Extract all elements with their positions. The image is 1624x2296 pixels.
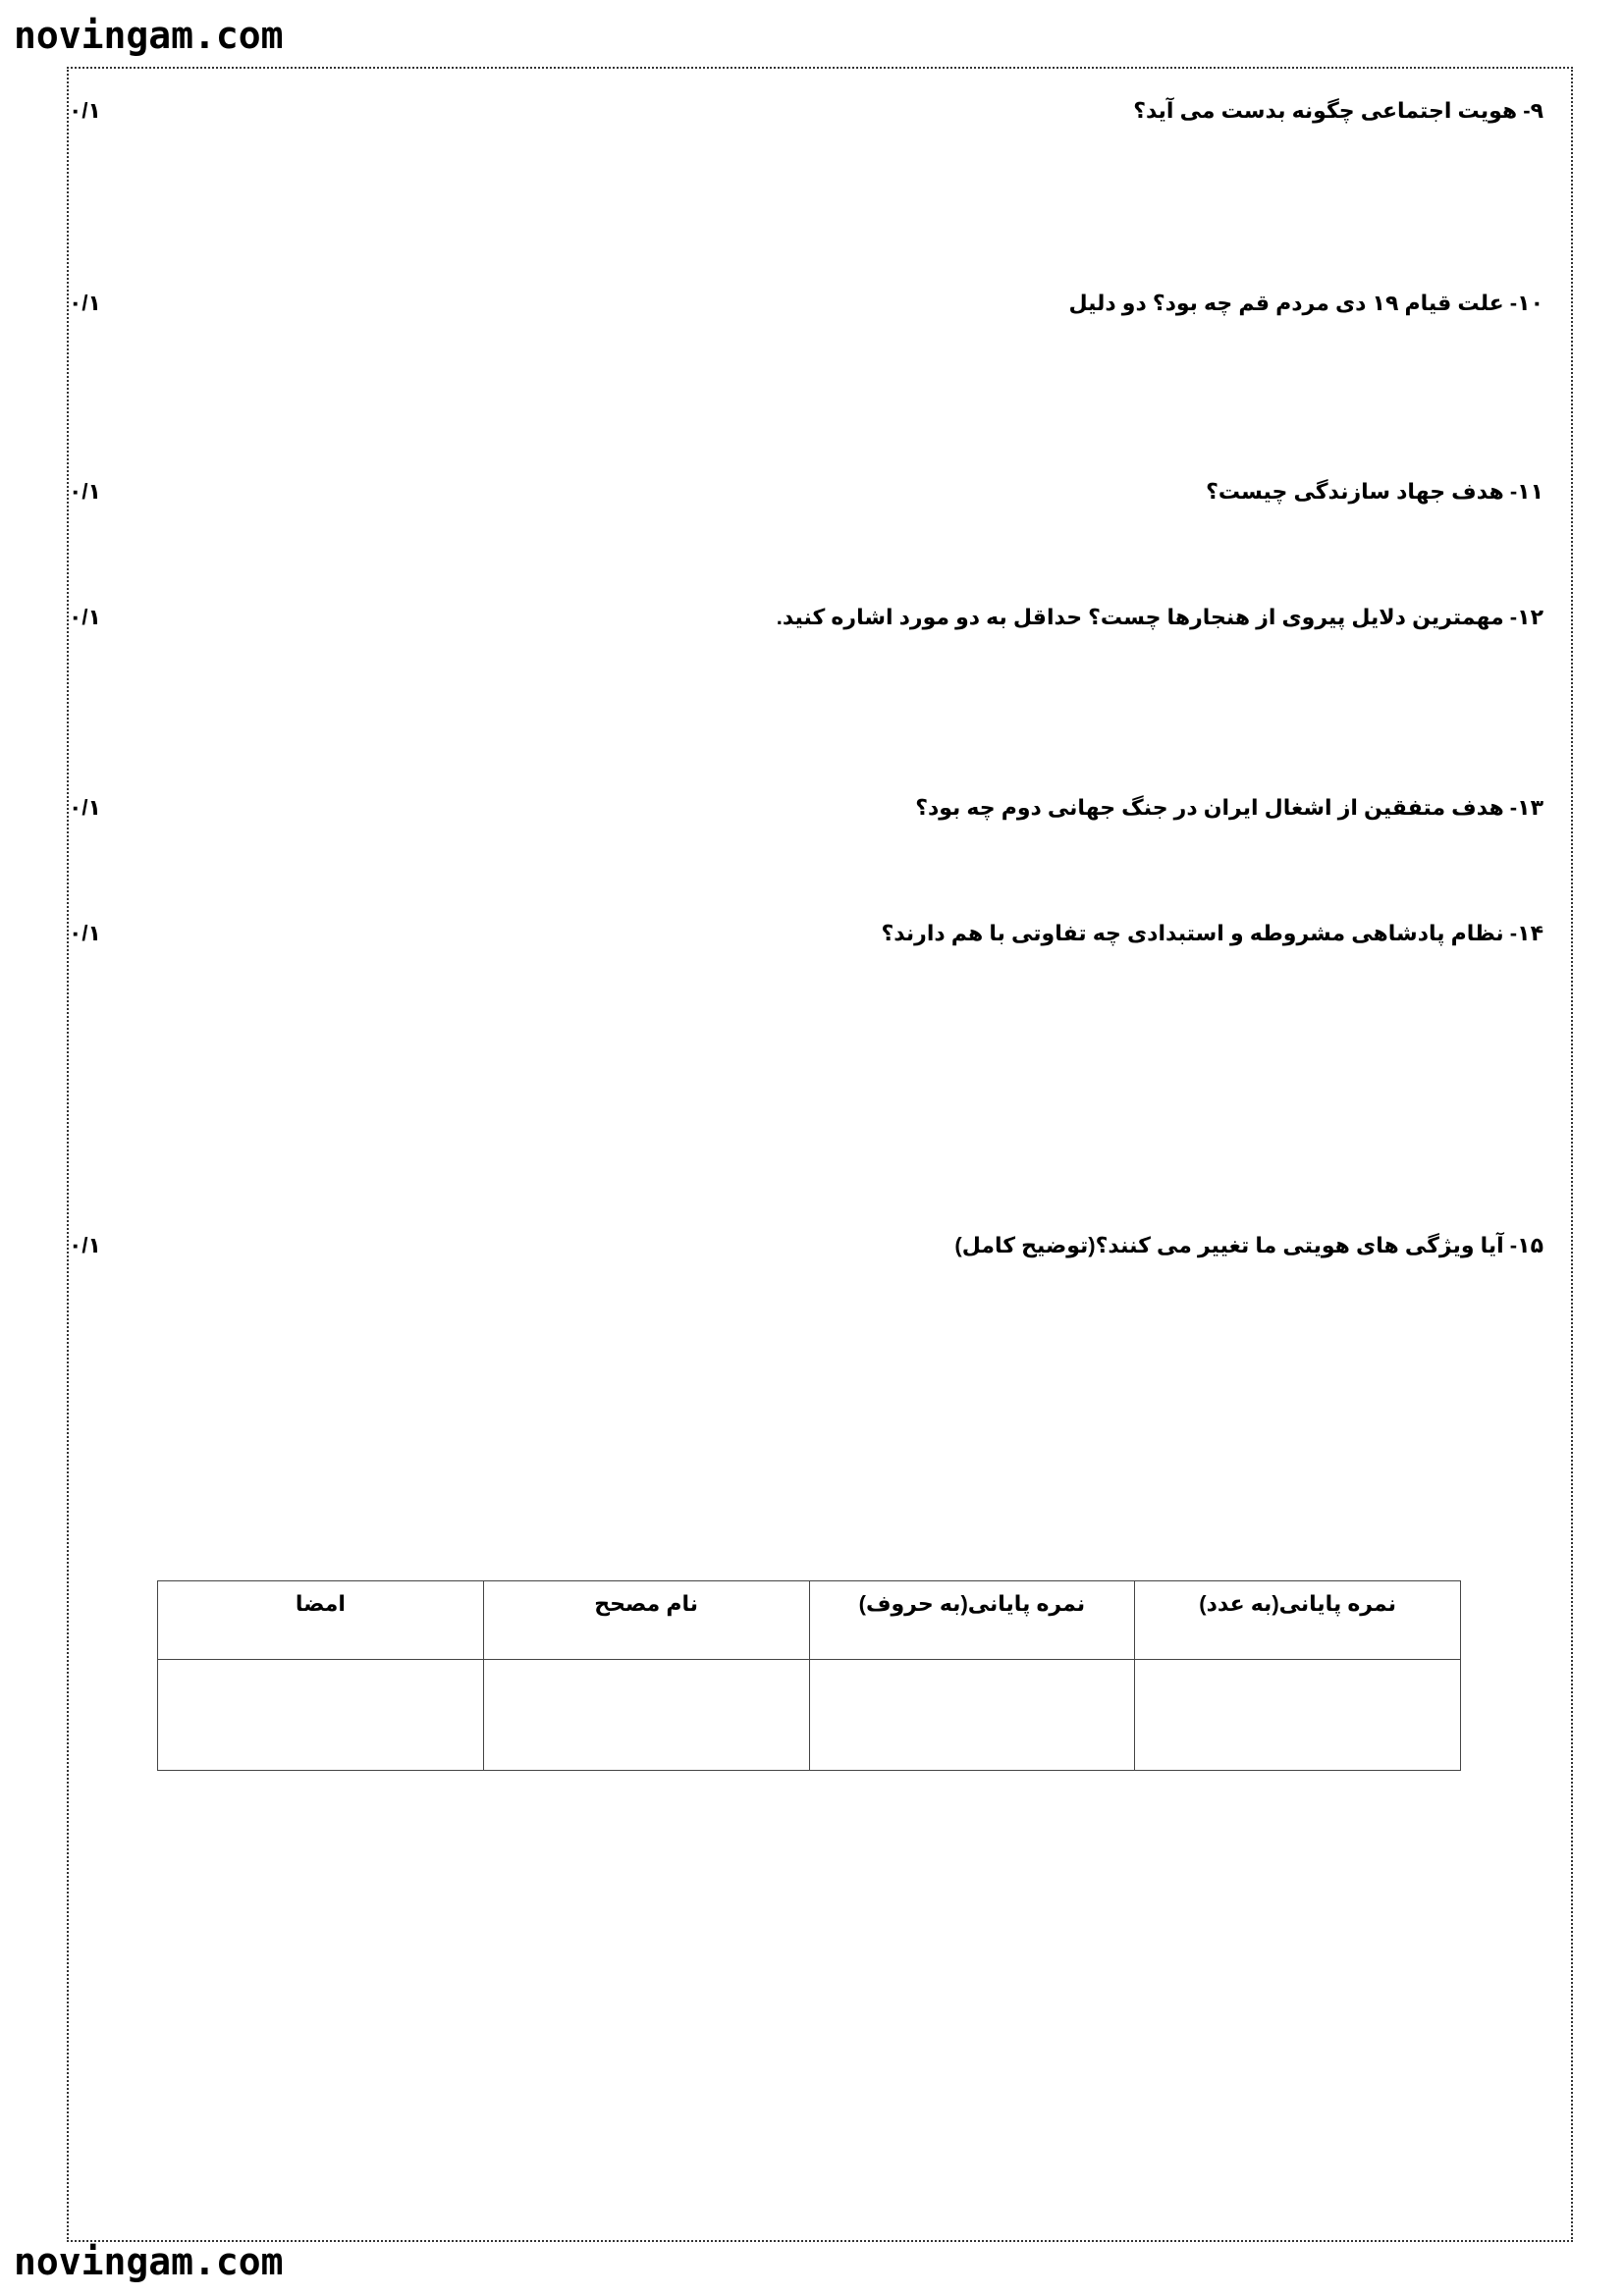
question-score: ۰/۱: [69, 795, 101, 820]
question-14: [67, 921, 1573, 970]
question-15: [67, 1233, 1573, 1282]
question-9: [67, 98, 1573, 147]
grade-cell-grader: [483, 1660, 809, 1771]
grade-cell-words: [809, 1660, 1135, 1771]
question-score: ۰/۱: [69, 291, 101, 315]
question-text: ۱۴- نظام پادشاهی مشروطه و استبدادی چه تفاوتی با هم دارند؟: [881, 921, 1543, 945]
page-frame: [67, 67, 1573, 2242]
grade-header-grader: نام مصحح: [483, 1581, 809, 1660]
grade-table: [157, 1580, 1461, 1771]
question-text: ۱۰- علت قیام ۱۹ دی مردم قم چه بود؟ دو دلیل: [1068, 291, 1543, 315]
grade-table-header-row: [158, 1581, 1461, 1660]
question-text: ۱۲- مهمترین دلایل پیروی از هنجارها چست؟ حداقل به دو مورد اشاره کنید.: [776, 605, 1543, 629]
question-text: ۱۱- هدف جهاد سازندگی چیست؟: [1206, 479, 1543, 504]
grade-cell-signature: [158, 1660, 484, 1771]
question-score: ۰/۱: [69, 921, 101, 945]
question-text: ۹- هویت اجتماعی چگونه بدست می آید؟: [1133, 98, 1543, 123]
question-score: ۰/۱: [69, 479, 101, 504]
grade-table-value-row: [158, 1660, 1461, 1771]
question-score: ۰/۱: [69, 98, 101, 123]
question-13: [67, 795, 1573, 844]
question-12: [67, 605, 1573, 654]
question-10: [67, 291, 1573, 340]
watermark-bottom: novingam.com: [14, 2240, 284, 2283]
watermark-top: novingam.com: [14, 14, 284, 57]
question-text: ۱۵- آیا ویژگی های هویتی ما تغییر می کنند؟(توضیح کامل): [954, 1233, 1543, 1257]
question-score: ۰/۱: [69, 1233, 101, 1257]
grade-header-words: نمره پایانی(به حروف): [809, 1581, 1135, 1660]
grade-cell-numeric: [1135, 1660, 1461, 1771]
question-11: [67, 479, 1573, 528]
question-text: ۱۳- هدف متفقین از اشغال ایران در جنگ جهانی دوم چه بود؟: [915, 795, 1543, 820]
question-score: ۰/۱: [69, 605, 101, 629]
grade-header-numeric: نمره پایانی(به عدد): [1135, 1581, 1461, 1660]
grade-header-signature: امضا: [158, 1581, 484, 1660]
